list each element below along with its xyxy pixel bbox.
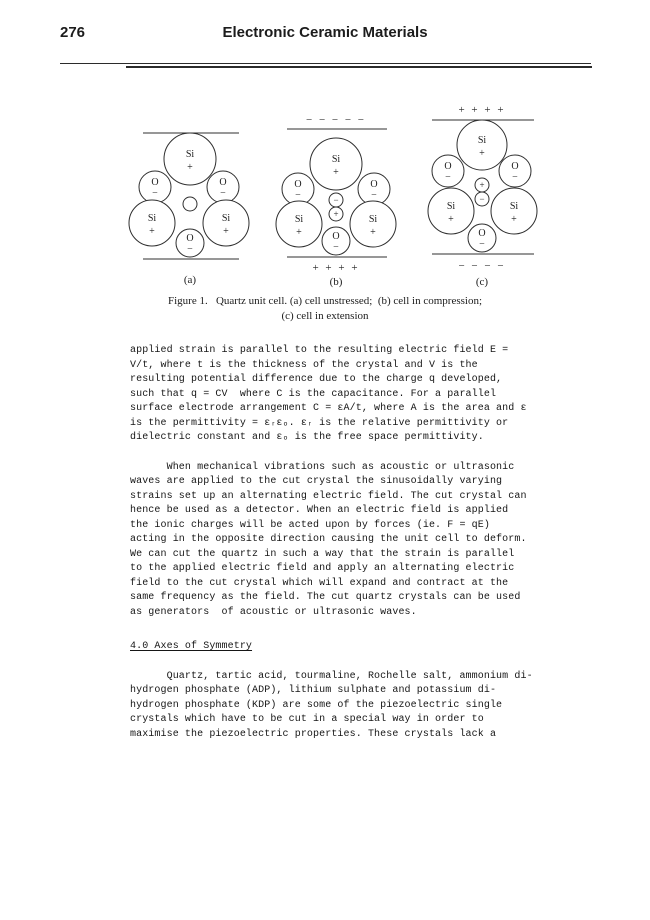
text-line: field to the cut crystal which will expand and contract at the bbox=[130, 577, 509, 589]
svg-text:+: + bbox=[333, 167, 339, 178]
center-void-circle bbox=[183, 197, 197, 211]
diagram-c-cell-in-extension bbox=[407, 100, 557, 290]
svg-text:−: − bbox=[445, 172, 451, 183]
ion-si-left bbox=[276, 201, 322, 247]
svg-text:Si: Si bbox=[477, 135, 487, 146]
ion-si-left bbox=[428, 188, 474, 234]
ion-o-right bbox=[358, 173, 390, 205]
diagram-c-label: (c) bbox=[475, 276, 489, 288]
svg-text:O: O bbox=[294, 179, 302, 190]
text-line: hydrogen phosphate (ADP), lithium sulphate and potassium di- bbox=[130, 685, 497, 696]
svg-text:+: + bbox=[149, 226, 155, 237]
ion-o-bottom bbox=[176, 229, 204, 257]
svg-text:−: − bbox=[371, 190, 377, 201]
text-line: as generators of acoustic or ultrasonic waves. bbox=[130, 606, 417, 618]
header-rule-thick bbox=[126, 66, 592, 68]
ion-o-bottom bbox=[322, 227, 350, 255]
paragraph-2 bbox=[130, 461, 600, 621]
dipole-positive-icon bbox=[329, 207, 343, 221]
page-number: 276 bbox=[60, 24, 86, 41]
ion-o-right bbox=[499, 155, 531, 187]
ion-si-top bbox=[457, 120, 507, 170]
svg-text:−: − bbox=[333, 242, 339, 253]
text-line: is the permittivity = εᵣεₒ. εᵣ is the relative permittivity or bbox=[130, 417, 509, 429]
svg-text:−: − bbox=[479, 239, 485, 250]
surface-charge-top: − − − − − bbox=[305, 114, 367, 126]
svg-text:+: + bbox=[187, 162, 193, 173]
body-text bbox=[130, 344, 600, 757]
svg-text:+: + bbox=[296, 227, 302, 238]
text-line: such that q = CV where C is the capacitance. For a parallel bbox=[130, 388, 497, 400]
text-line: the ionic charges will be acted upon by forces (ie. F = qE) bbox=[130, 519, 490, 531]
text-line: hence be used as a detector. When an electric field is applied bbox=[130, 505, 509, 516]
svg-text:Si: Si bbox=[294, 214, 304, 225]
text-line: dielectric constant and εₒ is the free space permittivity. bbox=[130, 432, 484, 443]
text-line: same frequency as the field. The cut quartz crystals can be used bbox=[130, 592, 521, 603]
ion-o-left bbox=[432, 155, 464, 187]
ion-si-top bbox=[164, 133, 216, 185]
ion-si-right bbox=[350, 201, 396, 247]
text-line: resulting potential difference due to the charge q developed, bbox=[130, 374, 503, 385]
svg-text:−: − bbox=[220, 188, 226, 199]
text-line: acting in the opposite direction causing the unit cell to deform. bbox=[130, 534, 527, 545]
paragraph-3 bbox=[130, 670, 600, 743]
svg-text:+: + bbox=[333, 209, 339, 219]
svg-text:+: + bbox=[479, 180, 485, 190]
surface-charge-bottom: + + + + bbox=[312, 262, 360, 274]
surface-charge-top: + + + + bbox=[458, 104, 506, 116]
text-line: waves are applied to the cut crystal the sinusoidally varying bbox=[130, 476, 503, 487]
svg-text:Si: Si bbox=[446, 201, 456, 212]
ion-o-left bbox=[282, 173, 314, 205]
surface-charge-bottom: − − − − bbox=[458, 260, 506, 272]
text-line: strains set up an alternating electric field. The cut crystal can bbox=[130, 490, 527, 502]
svg-text:Si: Si bbox=[509, 201, 519, 212]
svg-text:O: O bbox=[186, 233, 194, 244]
diagram-b-cell-in-compression bbox=[261, 100, 411, 290]
dipole-negative-icon bbox=[329, 193, 343, 207]
svg-text:Si: Si bbox=[331, 154, 341, 165]
svg-text:Si: Si bbox=[221, 213, 231, 224]
ion-si-right bbox=[203, 200, 249, 246]
svg-text:+: + bbox=[370, 227, 376, 238]
dipole-positive-icon bbox=[475, 178, 489, 192]
svg-text:+: + bbox=[223, 226, 229, 237]
header-rule-thin bbox=[60, 63, 591, 64]
svg-text:−: − bbox=[512, 172, 518, 183]
ion-o-bottom bbox=[468, 224, 496, 252]
svg-text:Si: Si bbox=[368, 214, 378, 225]
diagram-a-label: (a) bbox=[183, 274, 197, 286]
svg-text:O: O bbox=[219, 177, 227, 188]
text-line: We can cut the quartz in such a way that the strain is parallel bbox=[130, 548, 515, 560]
ion-si-right bbox=[491, 188, 537, 234]
svg-text:Si: Si bbox=[147, 213, 157, 224]
text-line: to the applied electric field and apply an alternating electric bbox=[130, 563, 515, 574]
svg-text:O: O bbox=[478, 228, 486, 239]
svg-text:O: O bbox=[444, 161, 452, 172]
svg-text:O: O bbox=[370, 179, 378, 190]
text-line: Quartz, tartic acid, tourmaline, Rochelle salt, ammonium di- bbox=[130, 670, 533, 682]
figure-caption-line-2: (c) cell in extension bbox=[281, 310, 369, 322]
text-line: maximise the piezoelectric properties. These crystals lack a bbox=[130, 728, 497, 740]
ion-si-left bbox=[129, 200, 175, 246]
text-line: V/t, where t is the thickness of the crystal and V is the bbox=[130, 359, 478, 371]
svg-text:Si: Si bbox=[185, 149, 195, 160]
ion-o-left bbox=[139, 171, 171, 203]
svg-text:+: + bbox=[479, 148, 485, 159]
svg-text:−: − bbox=[295, 190, 301, 201]
page-title: Electronic Ceramic Materials bbox=[222, 24, 428, 41]
svg-text:O: O bbox=[332, 231, 340, 242]
svg-text:−: − bbox=[479, 194, 485, 204]
svg-text:O: O bbox=[151, 177, 159, 188]
svg-text:O: O bbox=[511, 161, 519, 172]
ion-si-top bbox=[310, 138, 362, 190]
svg-text:−: − bbox=[333, 195, 339, 205]
text-line: applied strain is parallel to the resulting electric field E = bbox=[130, 345, 509, 356]
svg-text:+: + bbox=[511, 214, 517, 225]
paragraph-1 bbox=[130, 344, 600, 446]
section-heading: 4.0 Axes of Symmetry bbox=[130, 641, 253, 652]
text-line: hydrogen phosphate (KDP) are some of the piezoelectric single bbox=[130, 699, 503, 711]
svg-text:−: − bbox=[187, 244, 193, 255]
figure-caption-line-1: Figure 1. Quartz unit cell. (a) cell unstressed; (b) cell in compression; bbox=[167, 295, 483, 307]
diagram-a-cell-unstressed bbox=[115, 100, 265, 290]
diagram-b-label: (b) bbox=[329, 276, 343, 288]
svg-text:+: + bbox=[448, 214, 454, 225]
svg-text:−: − bbox=[152, 188, 158, 199]
ion-o-right bbox=[207, 171, 239, 203]
text-line: surface electrode arrangement C = εA/t, where A is the area and ε bbox=[130, 403, 527, 414]
dipole-negative-icon bbox=[475, 192, 489, 206]
text-line: crystals which have to be cut in a special way in order to bbox=[130, 714, 484, 725]
text-line: When mechanical vibrations such as acoustic or ultrasonic bbox=[130, 461, 515, 473]
